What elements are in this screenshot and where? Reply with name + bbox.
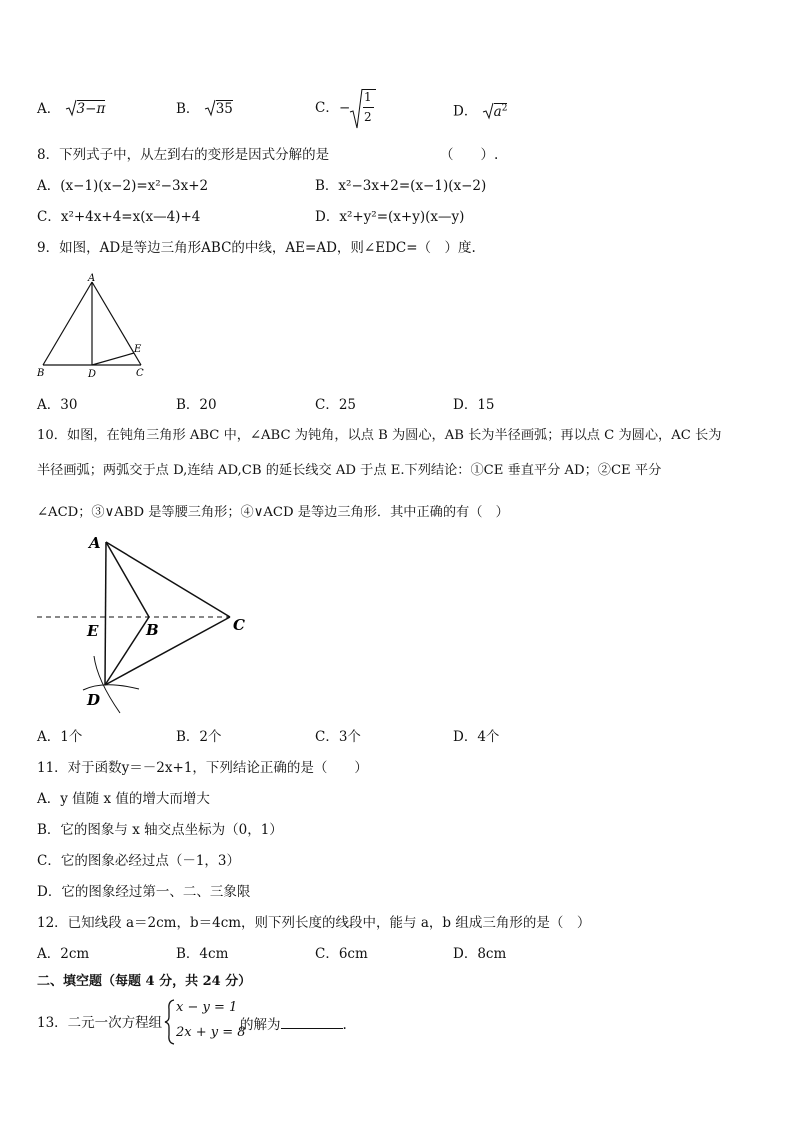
- q13-equation-2: 2x + y = 8: [176, 1025, 246, 1040]
- q10-arc-c: [83, 685, 139, 690]
- brace-icon: [164, 999, 176, 1045]
- q10-label-a: A: [89, 534, 101, 552]
- q10-segment-cd: [105, 617, 230, 685]
- q11-stem: 11．对于函数y＝－2x+1，下列结论正确的是（ ）: [37, 760, 368, 776]
- q13-prefix: 13．二元一次方程组: [37, 1015, 163, 1031]
- q7-b-radicand: 35: [215, 101, 233, 117]
- q10-label-d: D: [87, 691, 101, 709]
- q7-c-denominator: 2: [364, 110, 372, 124]
- q9-option-a: A．30: [37, 397, 78, 413]
- q12-stem: 12．已知线段 a＝2cm，b＝4cm，则下列长度的线段中，能与 a，b 组成三角形的是（ ）: [37, 915, 591, 931]
- q7-option-a: A． 3−π: [37, 101, 106, 117]
- section-heading: 二、填空题（每题 4 分，共 24 分）: [37, 974, 252, 989]
- q7-d-exp: 2: [501, 103, 508, 113]
- q9-option-c: C．25: [315, 397, 357, 413]
- q10-line-2: 半径画弧；两弧交于点 D,连结 AD,CB 的延长线交 AD 于点 E.下列结论：①CE 垂直平分 AD；②CE 平分: [37, 463, 662, 478]
- q8-option-d: D．x²+y²=(x+y)(x—y): [315, 209, 465, 225]
- sqrt-symbol: [349, 88, 363, 130]
- q10-label-e: E: [87, 622, 99, 640]
- q9-figure: [35, 270, 155, 380]
- q8-stem: 8．下列式子中，从左到右的变形是因式分解的是: [37, 147, 330, 163]
- sqrt-symbol: [482, 102, 494, 120]
- q8-option-a: A．(x−1)(x−2)=x²−3x+2: [37, 178, 209, 194]
- q10-segment-ad: [105, 542, 106, 685]
- q11-option-b: B．它的图象与 x 轴交点坐标为（0，1）: [37, 822, 283, 838]
- q9-label-c: C: [136, 368, 144, 379]
- q10-line-1: 10．如图，在钝角三角形 ABC 中，∠ABC 为钝角，以点 B 为圆心，AB 长为半径画弧；再以点 C 为圆心，AC 长为: [37, 428, 722, 443]
- q10-label-c: C: [233, 616, 245, 634]
- q9-label-d: D: [88, 369, 97, 380]
- q10-segment-ab: [106, 542, 149, 617]
- q10-option-c: C．3个: [315, 729, 361, 745]
- q10-option-d: D．4个: [453, 729, 500, 745]
- q7-a-radicand: 3−π: [76, 101, 106, 117]
- q13-suffix: 的解为 .: [240, 1014, 347, 1034]
- q10-segment-ac: [106, 542, 230, 617]
- sqrt-symbol: [204, 99, 216, 117]
- q7-d-base: a: [493, 103, 502, 120]
- q7-c-numerator: 1: [364, 90, 372, 104]
- q13-answer-blank[interactable]: [281, 1014, 343, 1029]
- q10-line-3: ∠ACD；③∨ABD 是等腰三角形；④∨ACD 是等边三角形．其中正确的有（ ）: [37, 505, 509, 520]
- q9-stem: 9．如图，AD是等边三角形ABC的中线，AE=AD，则∠EDC=（ ）度.: [37, 240, 476, 256]
- q9-side-ab: [43, 282, 92, 365]
- q7-c-sign: −: [339, 100, 351, 116]
- q9-option-b: B．20: [176, 397, 217, 413]
- q12-option-c: C．6cm: [315, 946, 368, 962]
- q8-option-c: C．x²+4x+4=x(x—4)+4: [37, 209, 201, 225]
- q9-segment-de: [92, 353, 134, 365]
- q8-paren: （ ）.: [440, 147, 499, 163]
- q11-option-a: A．y 值随 x 值的增大而增大: [37, 791, 210, 807]
- q10-figure: [35, 530, 265, 720]
- q13-equation-1: x − y = 1: [176, 1000, 238, 1015]
- q12-option-b: B．4cm: [176, 946, 229, 962]
- q9-label-e: E: [134, 344, 142, 355]
- q8-option-b: B．x²−3x+2=(x−1)(x−2): [315, 178, 487, 194]
- q10-label-b: B: [146, 621, 159, 639]
- q11-option-c: C．它的图象必经过点（－1，3）: [37, 853, 241, 869]
- q10-option-a: A．1个: [37, 729, 83, 745]
- q9-label-b: B: [37, 368, 45, 379]
- q10-segment-bd: [105, 617, 149, 685]
- q12-option-a: A．2cm: [37, 946, 90, 962]
- q10-option-b: B．2个: [176, 729, 222, 745]
- sqrt-symbol: [65, 99, 77, 117]
- q12-option-d: D．8cm: [453, 946, 507, 962]
- q9-label-a: A: [88, 273, 96, 284]
- q7-option-b: B． 35: [176, 101, 233, 117]
- q11-option-d: D．它的图象经过第一、二、三象限: [37, 884, 251, 900]
- q9-option-d: D．15: [453, 397, 495, 413]
- q7-option-d: D． $a^2$: [453, 103, 508, 120]
